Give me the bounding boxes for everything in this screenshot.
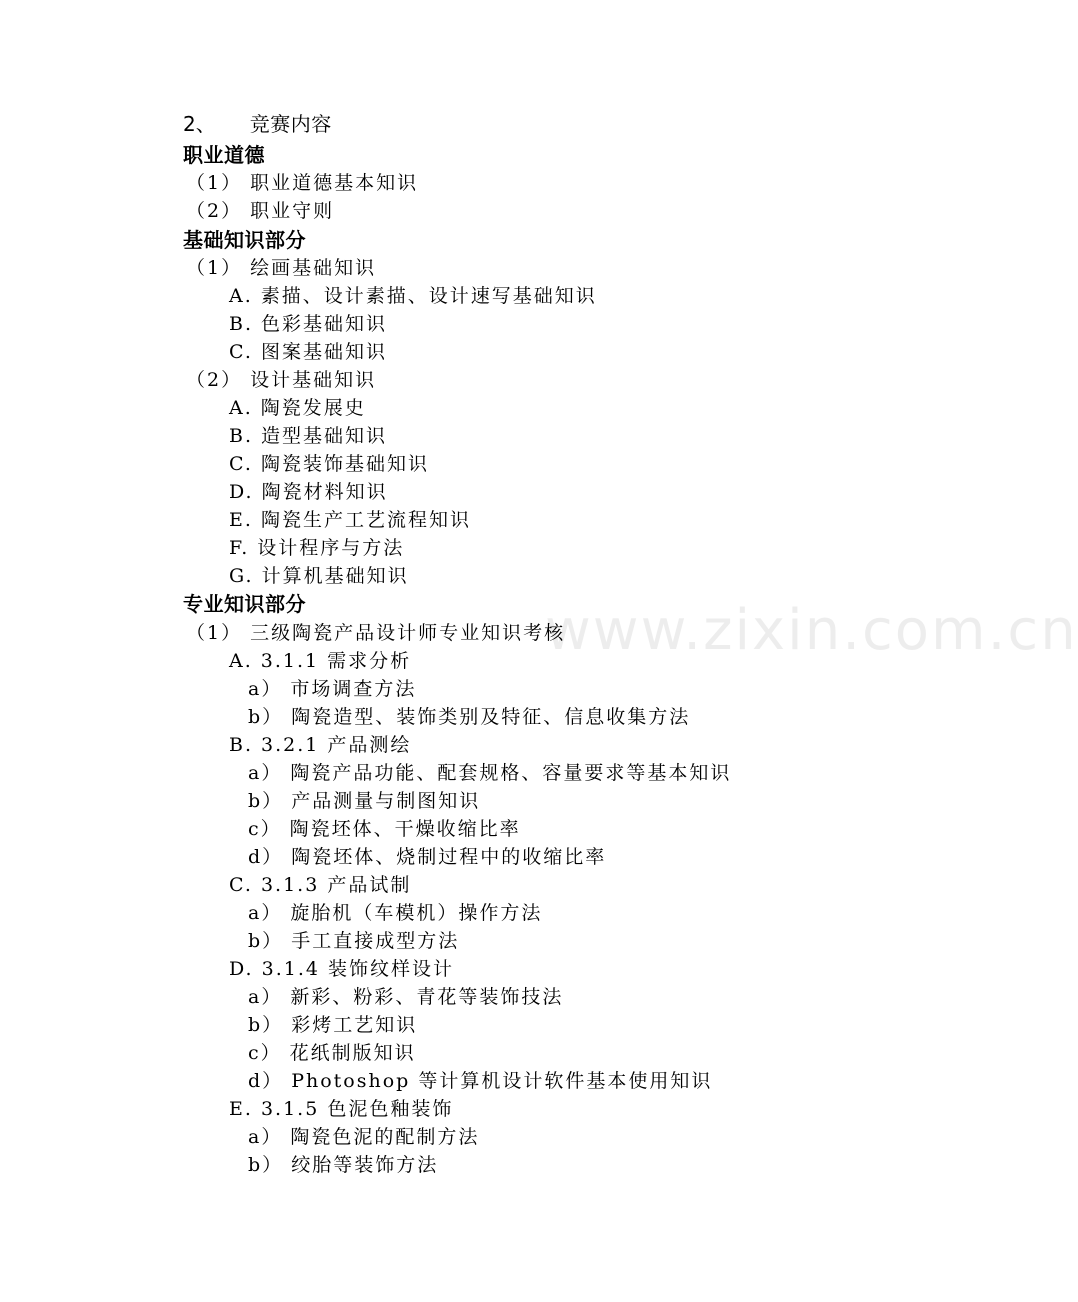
watermark: www.zixin.com.cn — [545, 598, 1078, 663]
group-label: （1） 绘画基础知识 — [186, 257, 377, 279]
list-item: a） 旋胎机（车模机）操作方法 — [248, 902, 543, 924]
list-item: c） 陶瓷坯体、干燥收缩比率 — [248, 818, 521, 840]
list-item: G. 计算机基础知识 — [229, 565, 409, 587]
list-item: B. 色彩基础知识 — [229, 313, 388, 335]
list-item: c） 花纸制版知识 — [248, 1042, 416, 1064]
list-item: b） 产品测量与制图知识 — [248, 790, 481, 812]
list-item: A. 素描、设计素描、设计速写基础知识 — [229, 285, 597, 307]
list-item: （1） 职业道德基本知识 — [186, 172, 419, 194]
section-label: B. 3.2.1 产品测绘 — [229, 734, 412, 756]
section-title: 竞赛内容 — [249, 112, 332, 136]
section-heading — [183, 110, 332, 138]
list-item: b） 彩烤工艺知识 — [248, 1014, 418, 1036]
list-item: A. 陶瓷发展史 — [229, 397, 366, 419]
list-item: B. 造型基础知识 — [229, 425, 388, 447]
section-label: D. 3.1.4 装饰纹样设计 — [229, 958, 455, 980]
list-item: C. 陶瓷装饰基础知识 — [229, 453, 429, 475]
list-item: d） 陶瓷坯体、烧制过程中的收缩比率 — [248, 846, 607, 868]
list-item: D. 陶瓷材料知识 — [229, 481, 388, 503]
list-item: （2） 职业守则 — [186, 200, 335, 222]
list-item: a） 新彩、粉彩、青花等装饰技法 — [248, 986, 564, 1008]
list-item: b） 陶瓷造型、装饰类别及特征、信息收集方法 — [248, 706, 691, 728]
list-item: b） 手工直接成型方法 — [248, 930, 460, 952]
group-label: （2） 设计基础知识 — [186, 369, 377, 391]
list-item: d） Photoshop 等计算机设计软件基本使用知识 — [248, 1070, 713, 1092]
section-label: E. 3.1.5 色泥色釉装饰 — [229, 1098, 454, 1120]
section-label: A. 3.1.1 需求分析 — [229, 650, 412, 672]
basic-heading: 基础知识部分 — [183, 228, 306, 252]
ethics-heading: 职业道德 — [183, 143, 265, 167]
list-item: F. 设计程序与方法 — [229, 537, 405, 559]
section-label: C. 3.1.3 产品试制 — [229, 874, 412, 896]
list-item: C. 图案基础知识 — [229, 341, 387, 363]
list-item: a） 陶瓷色泥的配制方法 — [248, 1126, 480, 1148]
list-item: E. 陶瓷生产工艺流程知识 — [229, 509, 471, 531]
group-label: （1） 三级陶瓷产品设计师专业知识考核 — [186, 622, 566, 644]
list-item: a） 市场调查方法 — [248, 678, 417, 700]
list-item: a） 陶瓷产品功能、配套规格、容量要求等基本知识 — [248, 762, 732, 784]
section-number: 2、 — [183, 112, 216, 136]
list-item: b） 绞胎等装饰方法 — [248, 1154, 439, 1176]
professional-heading: 专业知识部分 — [183, 592, 306, 616]
